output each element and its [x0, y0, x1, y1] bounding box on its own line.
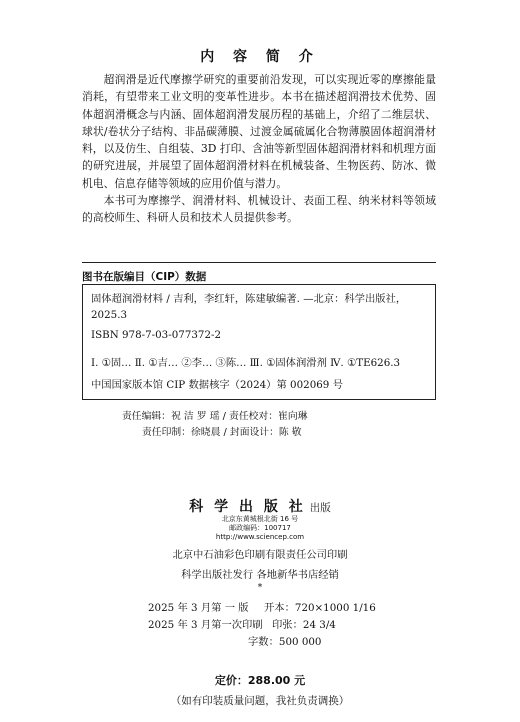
publisher-postcode: 邮政编码：100717 — [229, 524, 291, 532]
cip-heading: 图书在版编目（CIP）数据 — [82, 271, 207, 283]
abstract-paragraph-2: 本书可为摩擦学、润滑材料、机械设计、表面工程、纳米材料等领域的高校师生、科研人员和技术人员提供参考。 — [82, 194, 436, 225]
format-line: 开本：720×1000 1/16 — [264, 602, 376, 614]
publisher-website: http://www.sciencep.com — [215, 533, 305, 541]
cip-data-box — [82, 284, 436, 400]
word-count-line: 字数：500 000 — [248, 636, 322, 648]
printing-line: 2025 年 3 月第一次印刷 — [148, 619, 263, 631]
cip-top-rule — [82, 262, 436, 263]
price-line: 定价：288.00 元 — [214, 674, 306, 687]
printer-line: 北京中石油彩色印刷有限责任公司印刷 — [172, 549, 348, 561]
staff-production: 责任印制：徐晓晨 / 封面设计：陈 敬 — [142, 427, 302, 438]
staff-editors: 责任编辑：祝 洁 罗 瑶 / 责任校对：崔向琳 — [122, 411, 308, 422]
edition-line: 2025 年 3 月第 一 版 — [148, 602, 249, 614]
cip-title-line: 固体超润滑材料 / 吉利，李红轩，陈建敏编著. —北京：科学出版社， — [91, 293, 407, 305]
cip-number: 中国国家版本馆 CIP 数据核字（2024）第 002069 号 — [91, 379, 343, 391]
page-title: 内 容 简 介 — [200, 49, 320, 65]
publisher-suffix: 出版 — [309, 502, 331, 514]
sheets-line: 印张：24 3/4 — [272, 619, 336, 631]
cip-title-line-continued: 2025.3 — [91, 309, 128, 321]
abstract-section — [82, 71, 436, 227]
quality-notice: （如有印装质量问题，我社负责调换） — [170, 695, 350, 707]
separator-star: * — [257, 583, 263, 593]
abstract-paragraph-1: 超润滑是近代摩擦学研究的重要前沿发现，可以实现近零的摩擦能量消耗，有望带来工业文明的变革性进步。本书在描述超润滑技术优势、固体超润滑概念与内涵、固体超润滑发展历程的基础上，介绍了二维层状、球状/卷状分子结构、非晶碳薄膜、过渡金属硫属化合物薄膜固体超润滑材料，以及仿生、自组装、3D 打印、含油等新型固体超润滑材料和机理方面的研究进展，并展望了固体超润滑材料在机械装备、生物医药、防冰、微机电、信息存储等领域的应用价值与潜力。 — [82, 73, 436, 190]
cip-isbn: ISBN 978-7-03-077372-2 — [91, 329, 222, 341]
distribution-line: 科学出版社发行 各地新华书店经销 — [181, 569, 339, 581]
publisher-line — [0, 496, 520, 516]
publisher-name: 科 学 出 版 社 — [189, 499, 306, 515]
cip-subjects: Ⅰ. ①固… Ⅱ. ①吉… ②李… ③陈… Ⅲ. ①固体润滑剂 Ⅳ. ①TE626.3 — [91, 357, 401, 369]
publisher-address: 北京东黄城根北街 16 号 — [221, 515, 299, 523]
